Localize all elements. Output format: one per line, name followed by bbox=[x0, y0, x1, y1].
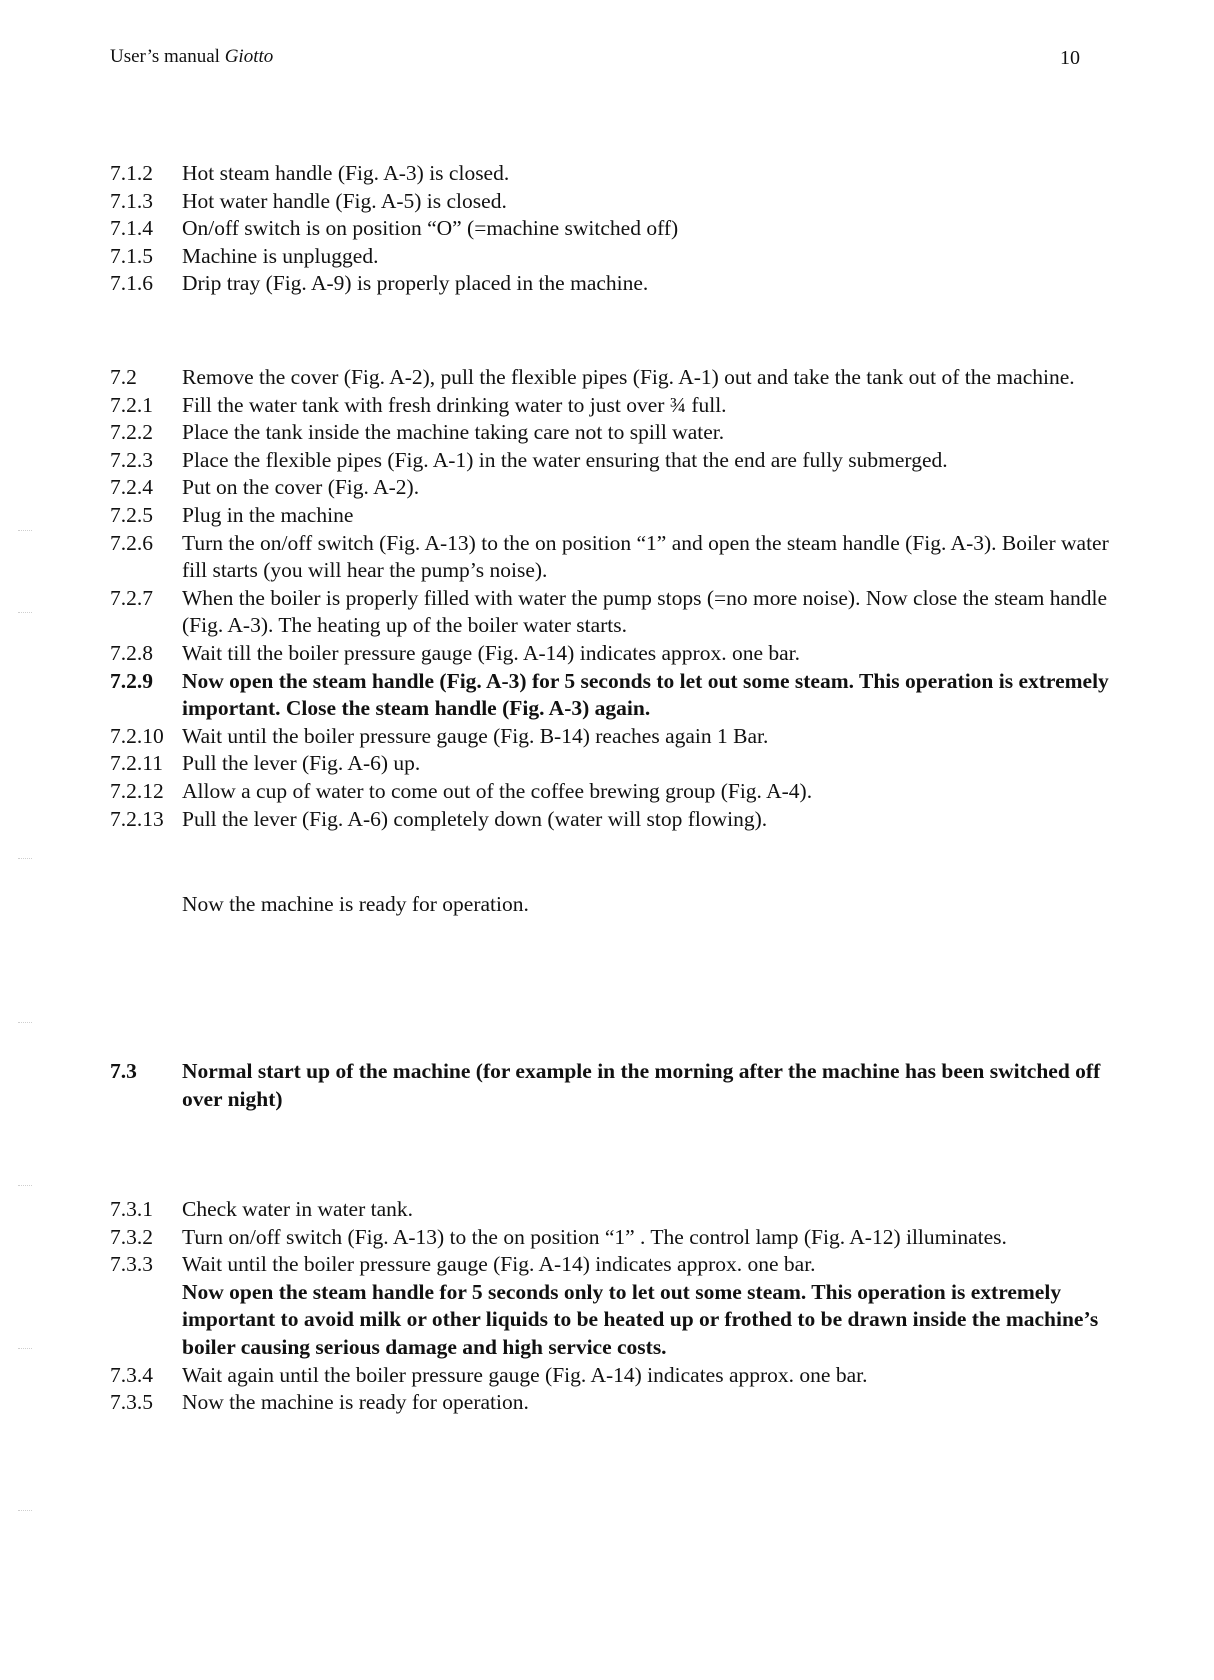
list-item bbox=[110, 723, 1110, 751]
item-number: 7.3.2 bbox=[110, 1224, 153, 1249]
item-text: Wait until the boiler pressure gauge (Fig. A-14) indicates approx. one bar. bbox=[182, 1252, 816, 1277]
list-item bbox=[110, 364, 1110, 392]
item-text: Hot water handle (Fig. A-5) is closed. bbox=[182, 188, 507, 213]
item-number: 7.2.7 bbox=[110, 585, 153, 610]
list-item bbox=[110, 419, 1110, 447]
item-number: 7.2.3 bbox=[110, 447, 153, 472]
item-number: 7.1.5 bbox=[110, 243, 153, 268]
item-text: Pull the lever (Fig. A-6) completely down (water will stop flowing). bbox=[182, 806, 768, 831]
list-item bbox=[110, 750, 1110, 778]
ready-note-block bbox=[110, 891, 1110, 919]
running-header bbox=[110, 46, 273, 68]
item-number: 7.3.3 bbox=[110, 1252, 153, 1277]
item-number: 7.2.2 bbox=[110, 420, 153, 445]
item-number: 7.1.6 bbox=[110, 271, 153, 296]
item-text: On/off switch is on position “O” (=machine switched off) bbox=[182, 216, 679, 241]
margin-mark bbox=[18, 1022, 32, 1024]
item-number: 7.2.12 bbox=[110, 778, 164, 803]
item-number: 7.2.5 bbox=[110, 502, 153, 527]
list-item bbox=[110, 392, 1110, 420]
item-text: Wait till the boiler pressure gauge (Fig. A-14) indicates approx. one bar. bbox=[182, 640, 801, 665]
section-heading bbox=[110, 1058, 1110, 1113]
section-number: 7.3 bbox=[110, 1059, 137, 1083]
product-name: Giotto bbox=[224, 46, 274, 67]
margin-mark bbox=[18, 530, 32, 532]
item-number: 7.1.4 bbox=[110, 216, 153, 241]
section-title: Normal start up of the machine (for example in the morning after the machine has been switched off over night) bbox=[182, 1059, 1101, 1111]
list-item bbox=[110, 806, 1110, 834]
item-number: 7.2.10 bbox=[110, 723, 164, 748]
item-number: 7.3.5 bbox=[110, 1390, 153, 1415]
item-text: Now open the steam handle (Fig. A-3) for 5 seconds to let out some steam. This operation is extremely important. Close the steam handle (Fig. A-3) again. bbox=[182, 668, 1109, 721]
item-text: Wait until the boiler pressure gauge (Fig. B-14) reaches again 1 Bar. bbox=[182, 723, 769, 748]
list-item bbox=[110, 1389, 1110, 1417]
page-number: 10 bbox=[1060, 47, 1080, 69]
item-number: 7.2.8 bbox=[110, 640, 153, 665]
item-text: Wait again until the boiler pressure gauge (Fig. A-14) indicates approx. one bar. bbox=[182, 1362, 868, 1387]
ready-note: Now the machine is ready for operation. bbox=[182, 892, 529, 916]
item-number: 7.2.1 bbox=[110, 392, 153, 417]
item-number: 7.3.4 bbox=[110, 1362, 153, 1387]
list-item bbox=[110, 778, 1110, 806]
item-number: 7.2.13 bbox=[110, 806, 164, 831]
item-text: When the boiler is properly filled with water the pump stops (=no more noise). Now close the steam handle (Fig. A-3). The heating up of the boiler water starts. bbox=[182, 585, 1108, 638]
list-item bbox=[110, 502, 1110, 530]
list-item bbox=[110, 474, 1110, 502]
item-number: 7.1.3 bbox=[110, 188, 153, 213]
list-item bbox=[110, 585, 1110, 640]
list-item bbox=[110, 188, 1110, 216]
section-7-1-list bbox=[110, 160, 1110, 298]
item-number: 7.2.9 bbox=[110, 668, 153, 693]
section-7-3-list bbox=[110, 1196, 1110, 1417]
item-text: Turn the on/off switch (Fig. A-13) to the on position “1” and open the steam handle (Fig. A-3). Boiler water fill starts (you will hear the pump’s noise). bbox=[182, 530, 1109, 583]
item-text: Allow a cup of water to come out of the coffee brewing group (Fig. A-4). bbox=[182, 778, 813, 803]
item-text: Hot steam handle (Fig. A-3) is closed. bbox=[182, 161, 510, 185]
list-item bbox=[110, 447, 1110, 475]
item-text: Drip tray (Fig. A-9) is properly placed in the machine. bbox=[182, 271, 649, 296]
warning-text: Now open the steam handle for 5 seconds only to let out some steam. This operation is extremely important to avoid milk or other liquids to be heated up or frothed to be drawn inside the machine’s boiler causing serious damage and high service costs. bbox=[182, 1279, 1099, 1359]
item-text: Plug in the machine bbox=[182, 502, 354, 527]
item-text: Place the tank inside the machine taking care not to spill water. bbox=[182, 420, 725, 445]
list-item bbox=[110, 215, 1110, 243]
item-number: 7.2 bbox=[110, 365, 137, 389]
manual-label: User’s manual bbox=[110, 46, 220, 67]
section-7-3-heading bbox=[110, 1058, 1110, 1113]
item-text: Place the flexible pipes (Fig. A-1) in the water ensuring that the end are fully submerged. bbox=[182, 447, 948, 472]
list-item bbox=[110, 1196, 1110, 1224]
item-number: 7.1.2 bbox=[110, 161, 153, 185]
margin-mark bbox=[18, 1510, 32, 1512]
item-text: Machine is unplugged. bbox=[182, 243, 379, 268]
list-item-important bbox=[110, 668, 1110, 723]
list-item bbox=[110, 243, 1110, 271]
item-number: 7.2.4 bbox=[110, 475, 153, 500]
list-item bbox=[110, 640, 1110, 668]
list-item bbox=[110, 270, 1110, 298]
list-item bbox=[110, 530, 1110, 585]
item-text: Turn on/off switch (Fig. A-13) to the on position “1” . The control lamp (Fig. A-12) illuminates. bbox=[182, 1224, 1007, 1249]
list-item bbox=[110, 1251, 1110, 1279]
item-number: 7.2.6 bbox=[110, 530, 153, 555]
list-item bbox=[110, 1224, 1110, 1252]
list-item bbox=[110, 160, 1110, 188]
margin-mark bbox=[18, 858, 32, 860]
margin-mark bbox=[18, 612, 32, 614]
item-text: Check water in water tank. bbox=[182, 1197, 414, 1221]
item-number: 7.2.11 bbox=[110, 751, 163, 776]
list-item bbox=[110, 1362, 1110, 1390]
item-text: Now the machine is ready for operation. bbox=[182, 1390, 529, 1415]
item-text: Remove the cover (Fig. A-2), pull the flexible pipes (Fig. A-1) out and take the tank out of the machine. bbox=[182, 365, 1075, 389]
item-text: Pull the lever (Fig. A-6) up. bbox=[182, 751, 421, 776]
item-text: Put on the cover (Fig. A-2). bbox=[182, 475, 420, 500]
margin-mark bbox=[18, 1348, 32, 1350]
section-7-2-list bbox=[110, 364, 1110, 833]
item-number: 7.3.1 bbox=[110, 1197, 153, 1221]
margin-mark bbox=[18, 1185, 32, 1187]
item-text: Fill the water tank with fresh drinking water to just over ¾ full. bbox=[182, 392, 727, 417]
